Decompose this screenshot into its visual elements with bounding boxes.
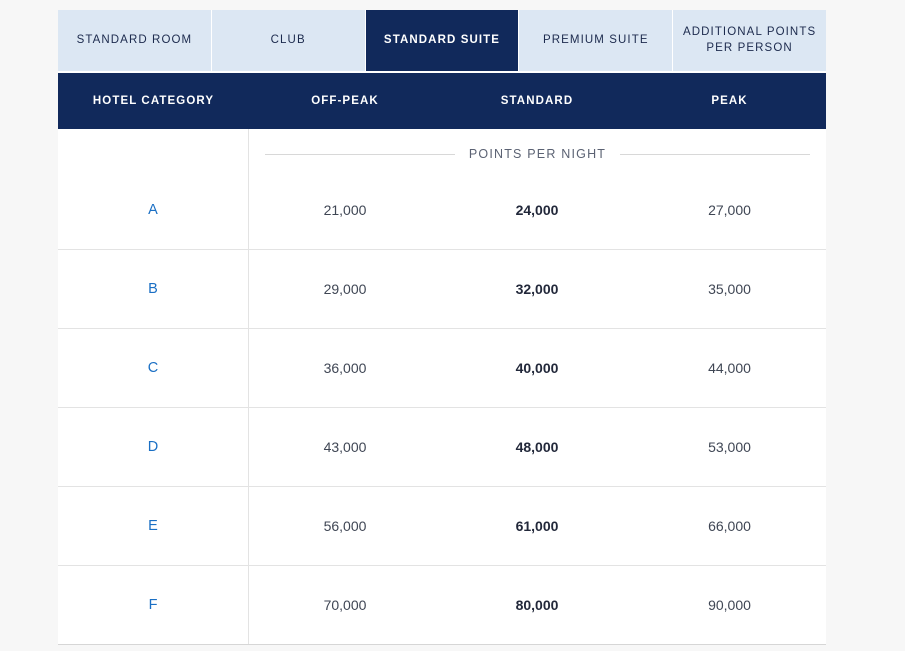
cell-peak: 66,000 [708,518,751,534]
category-link[interactable]: B [148,281,158,297]
points-per-night-caption-row [58,129,826,171]
tab-label: STANDARD SUITE [383,33,501,46]
tab-club[interactable] [212,10,366,71]
table-row [58,329,826,408]
category-link[interactable]: D [147,439,159,455]
column-header-hotel-category [58,73,249,129]
category-link[interactable]: F [148,597,158,613]
category-link[interactable]: E [148,518,158,534]
cell-peak: 53,000 [708,439,751,455]
table-row [58,250,826,329]
column-header-off-peak [249,73,441,129]
cell-standard: 40,000 [515,360,559,376]
room-type-tabs [58,10,826,71]
column-header-label: OFF-PEAK [311,95,379,107]
table-row [58,487,826,566]
cell-hotel-category [58,250,249,328]
category-link[interactable]: A [148,202,158,218]
cell-hotel-category [58,408,249,486]
category-link[interactable]: C [147,360,159,376]
column-header-label: HOTEL CATEGORY [92,95,215,107]
cell-peak: 27,000 [708,202,751,218]
cell-hotel-category [58,171,249,249]
tab-label: STANDARD ROOM [76,33,193,46]
cell-off-peak: 43,000 [323,439,367,455]
cell-standard: 61,000 [515,518,559,534]
column-header-label: STANDARD [500,95,574,107]
column-header-label: PEAK [711,95,748,107]
cell-hotel-category [58,566,249,644]
cell-peak: 35,000 [708,281,751,297]
cell-off-peak: 36,000 [323,360,367,376]
award-chart-panel [58,10,826,645]
cell-hotel-category [58,487,249,565]
table-row [58,566,826,645]
cell-off-peak: 29,000 [323,281,367,297]
cell-standard: 80,000 [515,597,559,613]
caption-rule-left [265,154,455,155]
tab-label: ADDITIONAL POINTS PER PERSON [682,25,817,54]
cell-standard: 24,000 [515,202,559,218]
cell-off-peak: 21,000 [323,202,367,218]
table-row [58,171,826,250]
cell-hotel-category [58,329,249,407]
tab-premium-suite[interactable] [519,10,673,71]
tab-standard-suite[interactable] [366,10,520,71]
cell-peak: 90,000 [708,597,751,613]
caption-spacer-cell [58,129,249,171]
tab-additional-points-per-person[interactable] [673,10,826,71]
caption-rule-right [620,154,810,155]
cell-standard: 32,000 [515,281,559,297]
column-header-peak [633,73,826,129]
table-header-row [58,71,826,129]
cell-peak: 44,000 [708,360,751,376]
cell-standard: 48,000 [515,439,559,455]
points-per-night-caption [249,129,826,171]
cell-off-peak: 70,000 [323,597,367,613]
tab-standard-room[interactable] [58,10,212,71]
column-header-standard [441,73,633,129]
tab-label: CLUB [270,33,306,46]
table-row [58,408,826,487]
tab-label: PREMIUM SUITE [542,33,649,46]
cell-off-peak: 56,000 [323,518,367,534]
points-per-night-label: POINTS PER NIGHT [468,147,607,161]
